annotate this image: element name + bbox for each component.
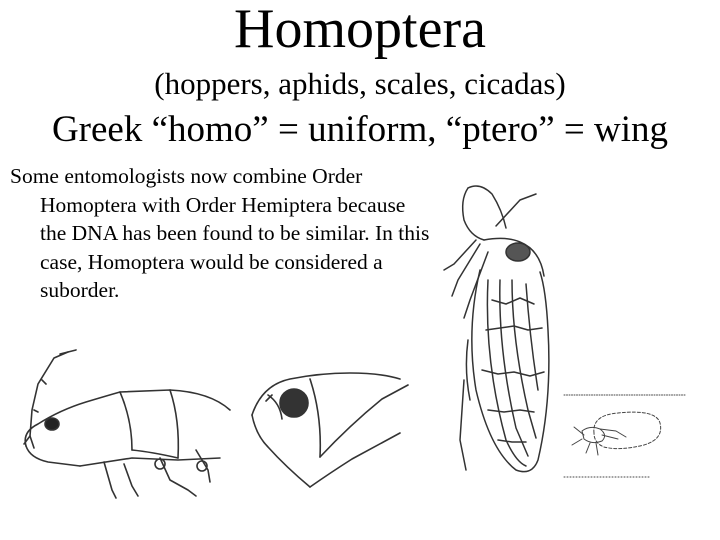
etymology-line: Greek “homo” = uniform, “ptero” = wing: [51, 109, 669, 150]
scale-insect-illustration: [560, 385, 690, 485]
insect-head-antenna-illustration: [20, 340, 245, 500]
hopper-head-illustration: [250, 355, 420, 500]
cicada-illustration: [440, 180, 570, 480]
slide-title: Homoptera: [234, 0, 486, 60]
body-paragraph: Some entomologists now combine Order Homoptera with Order Hemiptera because the DNA has been found to be similar. In this case, Homoptera would be considered a suborder.: [10, 164, 430, 302]
slide-subtitle: (hoppers, aphids, scales, cicadas): [154, 66, 566, 101]
